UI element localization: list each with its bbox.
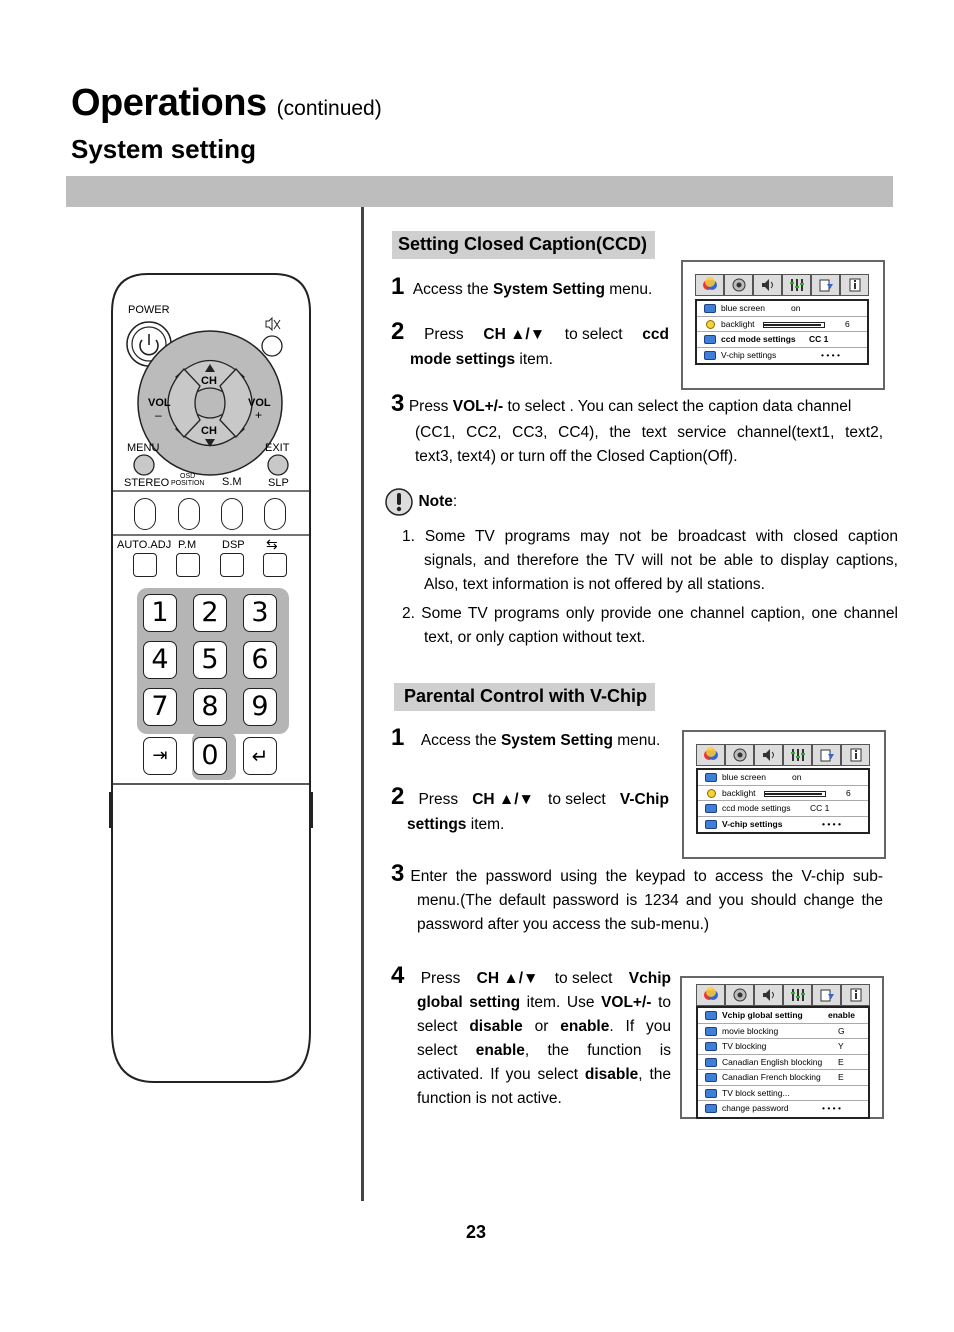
step-bold: mode settings: [410, 351, 516, 368]
menu-row-value: CC 1: [809, 334, 829, 344]
menu-list: [695, 299, 869, 365]
enter-button[interactable]: [243, 737, 277, 775]
bulb-icon: [707, 789, 716, 798]
vchip-step-1: [391, 724, 660, 753]
ccd-section-title: Setting Closed Caption(CCD): [392, 231, 655, 259]
note-text: Also, text information is not offered by all stations.: [424, 576, 765, 593]
menu-row-value: enable: [828, 1010, 855, 1020]
menu-row-label: Canadian French blocking: [722, 1072, 821, 1082]
step-number: 4: [391, 962, 405, 989]
menu-item-icon: [705, 1027, 717, 1036]
step-text: to select: [564, 326, 623, 343]
backlight-slider[interactable]: [764, 791, 826, 797]
step-bold: enable: [560, 1018, 610, 1035]
menu-item-icon: [705, 1073, 717, 1082]
menu-list: [696, 768, 870, 834]
menu-item-icon: [705, 1058, 717, 1067]
menu-row-value: • • • •: [822, 1103, 841, 1113]
ch-up-label: CH: [201, 375, 217, 387]
note-colon: :: [452, 493, 458, 510]
step-text: Press: [418, 791, 459, 808]
vol-left-label: VOL: [148, 397, 171, 409]
menu-row[interactable]: [698, 1039, 868, 1055]
backlight-slider[interactable]: [763, 322, 825, 328]
menu-row-label: backlight: [721, 318, 755, 329]
menu-row[interactable]: [698, 1055, 868, 1071]
osd-label: OSD: [180, 473, 196, 480]
menu-row[interactable]: [698, 770, 868, 786]
pm-label: P.M: [178, 539, 197, 551]
note-block: [384, 487, 457, 517]
function-icon: [812, 744, 841, 766]
menu-row[interactable]: [698, 1024, 868, 1040]
step-text: item.: [515, 351, 553, 368]
ch-key-label: CH: [472, 791, 495, 808]
menu-row-value: E: [838, 1056, 844, 1067]
ccd-step-1: [391, 273, 652, 302]
step-number: 1: [391, 273, 405, 300]
menu-item-icon: [705, 773, 717, 782]
step-bold: disable: [584, 1066, 639, 1083]
digit-1-button[interactable]: 1: [143, 594, 177, 632]
menu-row-value: on: [791, 303, 801, 313]
menu-row-value: on: [792, 772, 802, 782]
menu-row-label: blue screen: [721, 303, 765, 313]
note-list: [402, 525, 898, 650]
step-text: Press: [420, 970, 461, 987]
stereo-label: STEREO: [124, 477, 170, 489]
vol-plus-label: +: [255, 408, 263, 422]
menu-row[interactable]: [697, 348, 867, 364]
setup-icon: [725, 744, 754, 766]
picture-icon: [696, 744, 725, 766]
stereo-button[interactable]: [134, 498, 156, 530]
step-bold: System Setting: [500, 732, 613, 749]
note-text: 2. Some TV programs only provide one channel caption, one channel: [402, 605, 898, 622]
step-text: to: [651, 994, 671, 1011]
note-text: 1. Some TV programs may not be broadcast with closed caption: [402, 528, 898, 545]
vchip-step-4: [391, 962, 671, 1111]
vchip-step-2: [391, 783, 669, 837]
note-text: text, or only caption without text.: [424, 629, 646, 646]
menu-row-value: G: [838, 1025, 845, 1036]
digit-2-button[interactable]: 2: [193, 594, 227, 632]
menu-item-icon: [705, 820, 717, 829]
menu-row[interactable]: [698, 801, 868, 817]
enter-icon: ↵: [251, 744, 269, 768]
step-bold: disable: [469, 1018, 523, 1035]
step-text: select: [417, 1042, 476, 1059]
menu-row-label: Vchip global setting: [722, 1010, 803, 1020]
menu-row[interactable]: [698, 1101, 868, 1117]
step-text: or: [522, 1018, 561, 1035]
menu-row[interactable]: [697, 332, 867, 348]
setup-icon: [724, 274, 753, 296]
menu-item-icon: [705, 1089, 717, 1098]
step-bold: ccd: [642, 326, 669, 343]
step-text: menu.: [612, 732, 661, 749]
menu-row-value: CC 1: [810, 803, 830, 813]
menu-item-icon: [704, 351, 716, 360]
menu-item-icon: [705, 804, 717, 813]
menu-icon-bar: [696, 984, 870, 1006]
step-bold: System Setting: [492, 281, 605, 298]
ch-arrows-icon: ▲/▼: [498, 791, 534, 808]
menu-row-label: V-chip settings: [721, 349, 777, 360]
function-icon: [812, 984, 841, 1006]
system-menu-screen-2: [682, 730, 886, 859]
menu-row-value: • • • •: [821, 349, 840, 360]
menu-item-icon: [704, 304, 716, 313]
pm-button[interactable]: [176, 553, 200, 577]
vol-right-label: VOL: [248, 397, 271, 409]
menu-row-label: backlight: [722, 787, 756, 798]
ch-key-label: CH: [476, 970, 500, 987]
note-text: signals, and therefore the TV will not be able to display captions,: [424, 552, 898, 569]
warning-icon: [384, 487, 414, 517]
auto-adj-button[interactable]: [133, 553, 157, 577]
info-icon: [840, 274, 869, 296]
step-text: select: [417, 1018, 470, 1035]
menu-row-value: 6: [845, 318, 850, 329]
step-text: Access the: [420, 732, 501, 749]
menu-row-label: change password: [722, 1103, 789, 1113]
step-number: 3: [391, 390, 405, 417]
sm-button[interactable]: [221, 498, 243, 530]
menu-row-label: movie blocking: [722, 1025, 779, 1036]
setup-icon: [725, 984, 754, 1006]
step-bold: global setting: [417, 994, 521, 1011]
menu-item-icon: [704, 335, 716, 344]
step-text: to select: [554, 970, 613, 987]
step-bold: V-Chip: [619, 791, 669, 808]
input-icon: ⇥: [152, 745, 168, 766]
step-text: activated. If you select: [417, 1066, 585, 1083]
menu-item-icon: [705, 1042, 717, 1051]
menu-row-label: TV block setting...: [722, 1087, 790, 1098]
digit-6-button[interactable]: 6: [243, 641, 277, 679]
menu-item-icon: [705, 1104, 717, 1113]
sound-icon: [754, 984, 783, 1006]
step-text: , the function is: [524, 1042, 671, 1059]
digit-7-button[interactable]: 7: [143, 688, 177, 726]
step-text: menu.: [604, 281, 653, 298]
menu-row-label: V-chip settings: [722, 818, 783, 829]
menu-row-label: ccd mode settings: [722, 803, 791, 813]
step-text: item.: [466, 816, 505, 833]
picture-icon: [695, 274, 724, 296]
picture-icon: [696, 984, 725, 1006]
sm-label: S.M: [222, 476, 242, 488]
function-icon: [811, 274, 840, 296]
menu-row[interactable]: [698, 1008, 868, 1024]
step-number: 2: [391, 783, 405, 810]
column-divider: [361, 207, 364, 1201]
page-title: [71, 82, 382, 125]
equalizer-icon: [783, 984, 812, 1006]
equalizer-icon: [783, 744, 812, 766]
digit-3-button[interactable]: 3: [243, 594, 277, 632]
digit-9-button[interactable]: 9: [243, 688, 277, 726]
step-bold: VOL+/-: [601, 994, 652, 1011]
exit-label: EXIT: [265, 442, 290, 454]
ch-arrows-icon: ▲/▼: [503, 970, 539, 987]
step-number: 2: [391, 318, 405, 345]
menu-row[interactable]: [698, 1070, 868, 1086]
slider-fill: [764, 324, 821, 326]
remote-outline: [108, 272, 314, 1086]
menu-row-value: E: [838, 1072, 844, 1082]
remote-control: [108, 272, 314, 1086]
menu-row[interactable]: [698, 786, 868, 802]
sound-icon: [754, 744, 783, 766]
vol-minus-label: –: [155, 408, 162, 422]
swap-icon: ⇆: [266, 536, 278, 552]
step-text: Access the: [412, 281, 493, 298]
info-icon: [841, 984, 870, 1006]
step-bold: enable: [475, 1042, 525, 1059]
ch-down-label: CH: [201, 425, 217, 437]
position-label: POSITION: [171, 480, 205, 487]
step-number: 1: [391, 724, 405, 751]
step-text: Press: [424, 326, 464, 343]
slp-label: SLP: [268, 477, 289, 489]
power-label: POWER: [128, 304, 170, 316]
input-source-button[interactable]: [143, 737, 177, 775]
note-label: Note: [418, 493, 453, 510]
step-text: (CC1, CC2, CC3, CC4), the text service channel(text1, text2,: [415, 424, 883, 441]
menu-row-value: Y: [838, 1041, 844, 1051]
menu-row-value: • • • •: [822, 818, 841, 829]
header-band: [66, 176, 893, 207]
ccd-step-3: [391, 390, 883, 469]
menu-list: [696, 1006, 870, 1119]
osd-position-button[interactable]: [178, 498, 200, 530]
menu-label: MENU: [127, 442, 160, 454]
menu-row[interactable]: [697, 317, 867, 333]
auto-adj-label: AUTO.ADJ: [117, 539, 172, 551]
step-bold: Vchip: [628, 970, 671, 987]
step-text: Enter the password using the keypad to access the V-chip sub-: [410, 868, 883, 885]
digit-8-button[interactable]: 8: [193, 688, 227, 726]
digit-0-button[interactable]: 0: [193, 737, 227, 775]
step-text: text3, text4) or turn off the Closed Caption(Off).: [415, 448, 738, 465]
menu-row[interactable]: [697, 301, 867, 317]
page-number: 23: [466, 1222, 487, 1242]
sound-icon: [753, 274, 782, 296]
ccd-step-2: [391, 318, 669, 372]
menu-row-label: blue screen: [722, 772, 766, 782]
menu-item-icon: [705, 1011, 717, 1020]
digit-5-button[interactable]: 5: [193, 641, 227, 679]
step-text: , the: [638, 1066, 671, 1083]
title-text: Operations: [71, 82, 267, 124]
digit-4-button[interactable]: 4: [143, 641, 177, 679]
menu-row-label: TV blocking: [722, 1041, 767, 1051]
menu-row-value: 6: [846, 787, 851, 798]
menu-row-label: ccd mode settings: [721, 334, 796, 344]
step-text: password after you access the sub-menu.): [417, 916, 710, 933]
step-text: to select: [548, 791, 606, 808]
menu-icon-bar: [695, 274, 869, 296]
vchip-section-title: Parental Control with V-Chip: [394, 683, 655, 711]
info-icon: [841, 744, 870, 766]
dsp-button[interactable]: [220, 553, 244, 577]
step-text: . If you: [609, 1018, 671, 1035]
ch-key-label: CH: [483, 326, 506, 343]
equalizer-icon: [782, 274, 811, 296]
ch-arrows-icon: ▲/▼: [510, 326, 546, 343]
menu-row-label: Canadian English blocking: [722, 1056, 823, 1067]
system-menu-screen-1: [681, 260, 885, 390]
section-title: System setting: [71, 134, 256, 164]
slider-fill: [765, 793, 822, 795]
vchip-step-3: [391, 860, 883, 937]
bulb-icon: [706, 320, 715, 329]
swap-button[interactable]: [263, 553, 287, 577]
step-text: item. Use: [520, 994, 602, 1011]
slp-button[interactable]: [264, 498, 286, 530]
dsp-label: DSP: [222, 539, 245, 551]
step-bold: settings: [407, 816, 467, 833]
menu-row[interactable]: [698, 817, 868, 833]
title-suffix: (continued): [276, 97, 382, 120]
menu-row[interactable]: [698, 1086, 868, 1102]
step-text: menu.(The default password is 1234 and you should change the: [417, 892, 883, 909]
step-bold: VOL+/-: [452, 398, 504, 415]
step-text: to select . You can select the caption data channel: [503, 398, 852, 415]
vchip-menu-screen: [680, 976, 884, 1119]
step-text: function is not active.: [417, 1090, 562, 1107]
step-number: 3: [391, 860, 405, 887]
step-text: Press: [408, 398, 453, 415]
menu-icon-bar: [696, 744, 870, 766]
